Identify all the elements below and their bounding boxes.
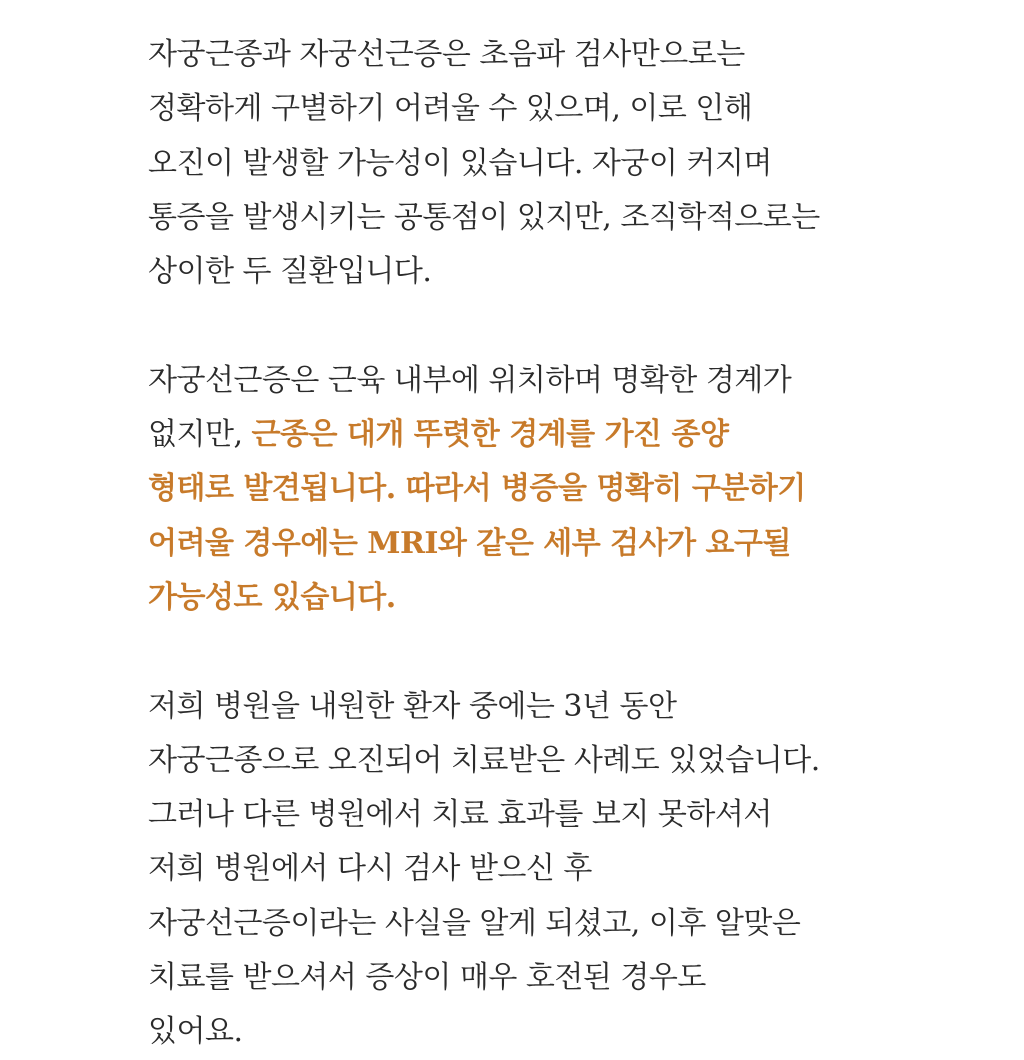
highlighted-text: 근종은 대개 뚜렷한 경계를 가진 종양 xyxy=(251,417,729,453)
text-line xyxy=(148,137,1008,191)
body-text: 상이한 두 질환입니다. xyxy=(148,254,432,290)
paragraph-3 xyxy=(148,680,1008,1060)
body-text: 있어요. xyxy=(148,1014,243,1050)
text-line xyxy=(148,897,1008,951)
highlighted-text: 어려울 경우에는 MRI와 같은 세부 검사가 요구될 xyxy=(148,525,791,561)
paragraph-gap xyxy=(148,625,1008,679)
text-line xyxy=(148,354,1008,408)
body-text: 오진이 발생할 가능성이 있습니다. 자궁이 커지며 xyxy=(148,145,772,181)
text-line xyxy=(148,82,1008,136)
paragraph-1 xyxy=(148,28,1008,299)
text-line xyxy=(148,462,1008,516)
text-line xyxy=(148,842,1008,896)
text-line xyxy=(148,1005,1008,1059)
text-line xyxy=(148,245,1008,299)
text-line xyxy=(148,28,1008,82)
body-text: 자궁선근증이라는 사실을 알게 되셨고, 이후 알맞은 xyxy=(148,905,801,941)
highlighted-text: 가능성도 있습니다. xyxy=(148,579,396,615)
body-text: 자궁근종과 자궁선근증은 초음파 검사만으로는 xyxy=(148,37,745,72)
highlighted-text: 형태로 발견됩니다. 따라서 병증을 명확히 구분하기 xyxy=(148,471,806,507)
body-text: 저희 병원에서 다시 검사 받으신 후 xyxy=(148,851,592,887)
body-text: 그러나 다른 병원에서 치료 효과를 보지 못하셔서 xyxy=(148,797,772,833)
body-text: 통증을 발생시키는 공통점이 있지만, 조직학적으로는 xyxy=(148,199,820,235)
text-line xyxy=(148,680,1008,734)
body-text: 치료를 받으셔서 증상이 매우 호전된 경우도 xyxy=(148,960,706,996)
paragraph-gap xyxy=(148,299,1008,353)
body-text: 자궁선근증은 근육 내부에 위치하며 명확한 경계가 xyxy=(148,362,792,398)
body-text: 저희 병원을 내원한 환자 중에는 3년 동안 xyxy=(148,688,677,724)
text-line xyxy=(148,517,1008,571)
text-line xyxy=(148,788,1008,842)
paragraph-2 xyxy=(148,354,1008,625)
text-line xyxy=(148,191,1008,245)
body-text: 자궁근종으로 오진되어 치료받은 사례도 있었습니다. xyxy=(148,742,820,778)
text-line xyxy=(148,734,1008,788)
text-line xyxy=(148,951,1008,1005)
article-body xyxy=(148,28,1008,1060)
body-text: 없지만, xyxy=(148,417,252,453)
text-line xyxy=(148,408,1008,462)
text-line xyxy=(148,571,1008,625)
body-text: 정확하게 구별하기 어려울 수 있으며, 이로 인해 xyxy=(148,91,753,127)
